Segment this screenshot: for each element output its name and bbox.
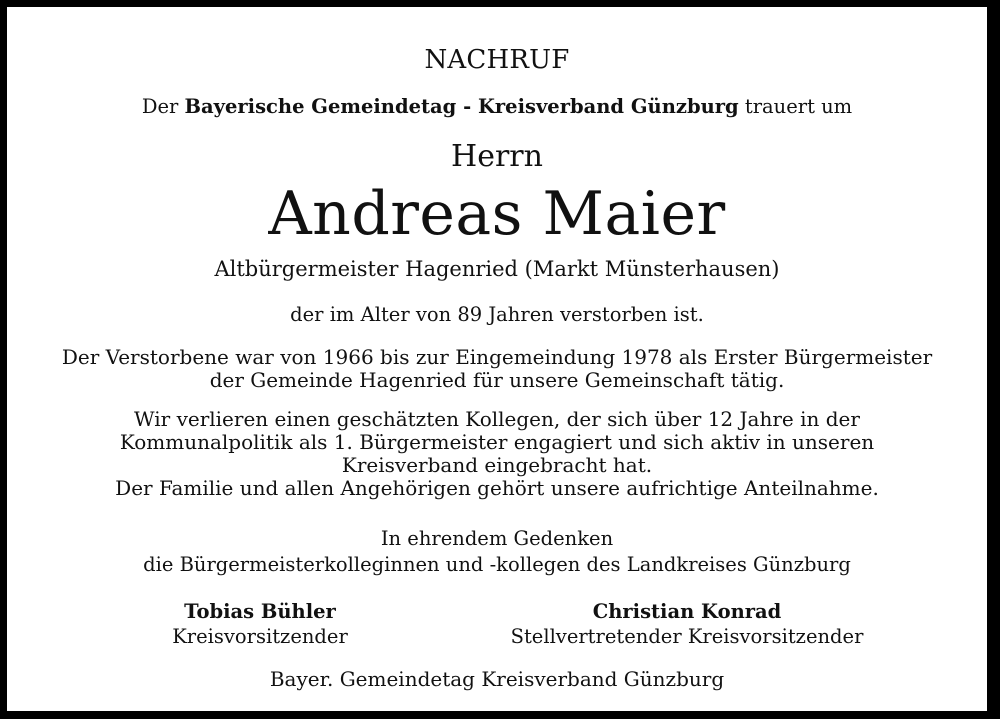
paragraph-tribute [7, 408, 987, 500]
signatory-left [130, 599, 390, 649]
signatory-role: Stellvertretender Kreisvorsitzender [510, 625, 864, 648]
mourners-line: die Bürgermeisterkolleginnen und -kollegen des Landkreises Günzburg [143, 553, 851, 576]
paragraph-line: Kreisverband eingebracht hat. [341, 453, 653, 477]
paragraph-career [7, 346, 987, 392]
signatory-role: Kreisvorsitzender [172, 625, 348, 648]
obituary-notice [7, 7, 987, 711]
salutation: Herrn [451, 139, 543, 174]
paragraph-line: Kommunalpolitik als 1. Bürgermeister engagiert und sich aktiv in unseren [119, 430, 875, 454]
paragraph-line: der Gemeinde Hagenried für unsere Gemeinschaft tätig. [209, 368, 785, 392]
organization-name: Bayerische Gemeindetag - Kreisverband Günzburg [184, 95, 739, 118]
deceased-name: Andreas Maier [268, 179, 726, 249]
memorial-line: In ehrendem Gedenken [380, 527, 614, 550]
intro-line [7, 95, 987, 118]
age-line: der im Alter von 89 Jahren verstorben ist. [290, 303, 704, 326]
footer-organization: Bayer. Gemeindetag Kreisverband Günzburg [269, 667, 725, 691]
signatory-right [487, 599, 887, 649]
paragraph-line: Der Verstorbene war von 1966 bis zur Eingemeindung 1978 als Erster Bürgermeister [61, 345, 933, 369]
intro-suffix: trauert um [738, 95, 853, 118]
notice-heading: NACHRUF [424, 45, 570, 75]
paragraph-line: Der Familie und allen Angehörigen gehört unsere aufrichtige Anteilnahme. [115, 476, 879, 500]
paragraph-line: Wir verlieren einen geschätzten Kollegen, der sich über 12 Jahre in der [134, 407, 860, 431]
signatory-name: Christian Konrad [592, 600, 782, 623]
deceased-title: Altbürgermeister Hagenried (Markt Münsterhausen) [214, 257, 780, 281]
signatory-name: Tobias Bühler [184, 600, 336, 623]
intro-prefix: Der [141, 95, 185, 118]
